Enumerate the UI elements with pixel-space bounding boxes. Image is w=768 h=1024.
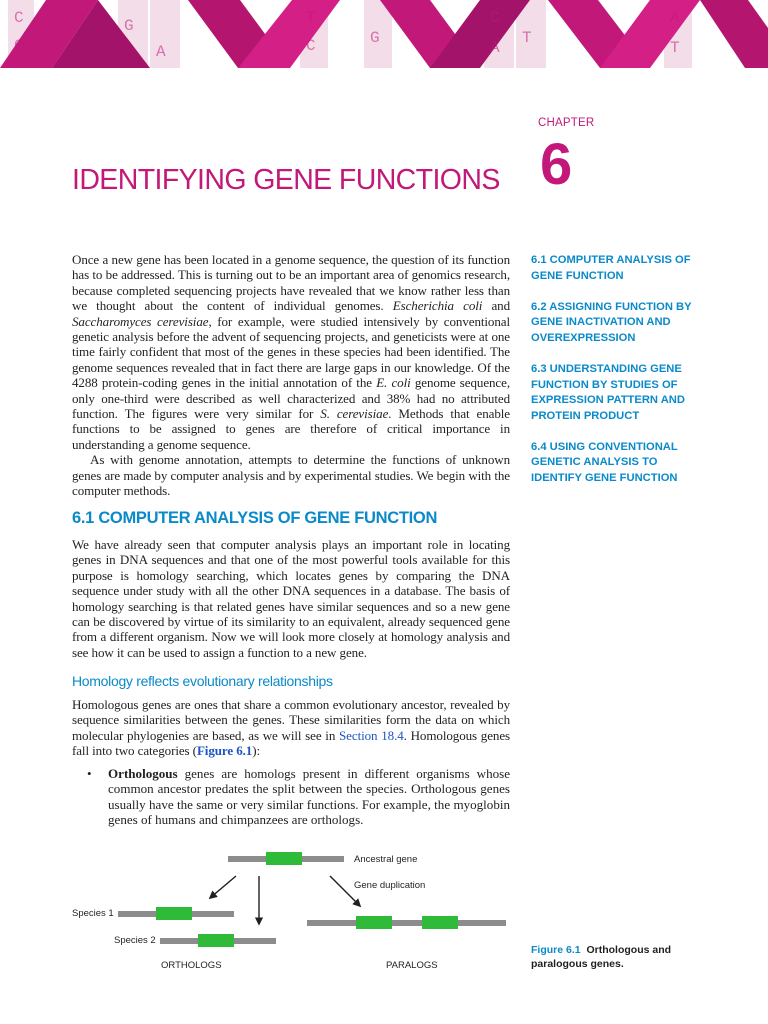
- banner-letter: C: [14, 9, 24, 27]
- chapter-contents: [531, 253, 711, 502]
- banner-letter: T: [670, 39, 680, 57]
- toc-item-6-2[interactable]: 6.2 ASSIGNING FUNCTION BY GENE INACTIVATION AND OVEREXPRESSION: [531, 300, 692, 344]
- label-species-1: Species 1: [72, 908, 114, 919]
- label-ancestral-gene: Ancestral gene: [354, 854, 418, 865]
- section-heading: 6.1 COMPUTER ANALYSIS OF GENE FUNCTION: [72, 509, 438, 527]
- intro-paragraph-1: Once a new gene has been located in a genome sequence, the question of its function has to be addressed. This is turning out to be an important area of genomics research, because completed sequencing projects have revealed that we know rather less than we thought about the content of individual genomes. Escherichia coli and Saccharomyces cerevisiae, for example, were studied intensively by conventional genetic analysis before the advent of sequencing projects, and geneticists were at one time fairly confident that most of the genes in these species had been identified. The genome sequences revealed that in fact there are large gaps in our knowledge. Of the 4288 protein-coding genes in the initial annotation of the E. coli genome sequence, only one-third were described as well characterized and 38% had no attributed function. The figures were very similar for S. cerevisiae. Methods that enable functions to be assigned to genes are therefore of critical importance in understanding a genome sequence.: [72, 252, 510, 452]
- figure-caption-text: Orthologous and paralogous genes.: [531, 944, 672, 970]
- section-link[interactable]: Section 18.4: [339, 727, 404, 743]
- bullet-description: genes are homologs present in different organisms whose common ancestor predates the split between the species. Orthologous genes usually have the same or very similar functions. For example, the myoglobin genes of humans and chimpanzees are orthologs.: [108, 766, 510, 828]
- banner-letter: T: [522, 29, 532, 47]
- bullet-dot: •: [87, 766, 92, 781]
- banner-letter: G: [124, 17, 134, 35]
- arrow-to-species1: [210, 876, 236, 898]
- chapter-title: IDENTIFYING GENE FUNCTIONS: [72, 164, 500, 196]
- section-paragraph: We have already seen that computer analysis plays an important role in locating genes in DNA sequences and that one of the most powerful tools available for this purpose is homology searching, which locates genes by comparing the DNA sequence under study with all the other DNA sequences in a database. The basis of homology searching is that related genes have similar sequences and so a new gene can be discovered by virtue of its similarity to an equivalent, already sequenced gene from a different organism. Now we will look more closely at homology analysis and see how it can be used to assign a function to a new gene.: [72, 537, 510, 660]
- subsection-text: [72, 697, 510, 759]
- banner-letter: A: [156, 43, 166, 61]
- intro-paragraph-2: As with genome annotation, attempts to determine the functions of unknown genes are made by computer analysis and by experimental studies. We begin with the computer methods.: [72, 452, 510, 499]
- ancestral-gene: [228, 852, 344, 865]
- banner-letter: G: [370, 29, 380, 47]
- toc-item-6-3[interactable]: 6.3 UNDERSTANDING GENE FUNCTION BY STUDIES OF EXPRESSION PATTERN AND PROTEIN PRODUCT: [531, 362, 685, 422]
- banner-letter: A: [490, 39, 500, 57]
- header-banner: [0, 0, 768, 68]
- chapter-number: 6: [540, 132, 573, 197]
- banner-letter: A: [670, 9, 680, 27]
- figure-caption-label: Figure 6.1: [531, 944, 581, 956]
- subsection-paragraph: Homologous genes are ones that share a common evolutionary ancestor, revealed by sequence similarities between the genes. These similarities form the data on which molecular phylogenies are based, as we will see in Section 18.4. Homologous genes fall into two categories (Figure 6.1):: [72, 697, 510, 759]
- section-text: [72, 537, 510, 660]
- label-paralogs: PARALOGS: [386, 960, 438, 971]
- bullet-orthologous: [87, 766, 510, 828]
- duplicated-genes: [307, 916, 506, 929]
- toc-item-6-4[interactable]: 6.4 USING CONVENTIONAL GENETIC ANALYSIS TO IDENTIFY GENE FUNCTION: [531, 440, 678, 485]
- species1-gene: [118, 907, 234, 920]
- banner-letter: C: [490, 9, 500, 27]
- label-gene-duplication: Gene duplication: [354, 880, 426, 891]
- label-species-2: Species 2: [114, 935, 156, 946]
- banner-letter: T: [306, 9, 316, 27]
- species2-gene: [160, 934, 276, 947]
- chapter-label: CHAPTER: [538, 117, 595, 129]
- figure-caption: [531, 943, 711, 971]
- subsection-heading: Homology reflects evolutionary relationships: [72, 673, 333, 689]
- figure-link[interactable]: Figure 6.1: [196, 743, 253, 759]
- banner-letter: G: [14, 37, 24, 55]
- bullet-term: Orthologous: [108, 766, 178, 781]
- toc-item-6-1[interactable]: 6.1 COMPUTER ANALYSIS OF GENE FUNCTION: [531, 254, 691, 282]
- banner-letter: C: [306, 37, 316, 55]
- label-orthologs: ORTHOLOGS: [161, 960, 222, 971]
- intro-text: [72, 252, 510, 499]
